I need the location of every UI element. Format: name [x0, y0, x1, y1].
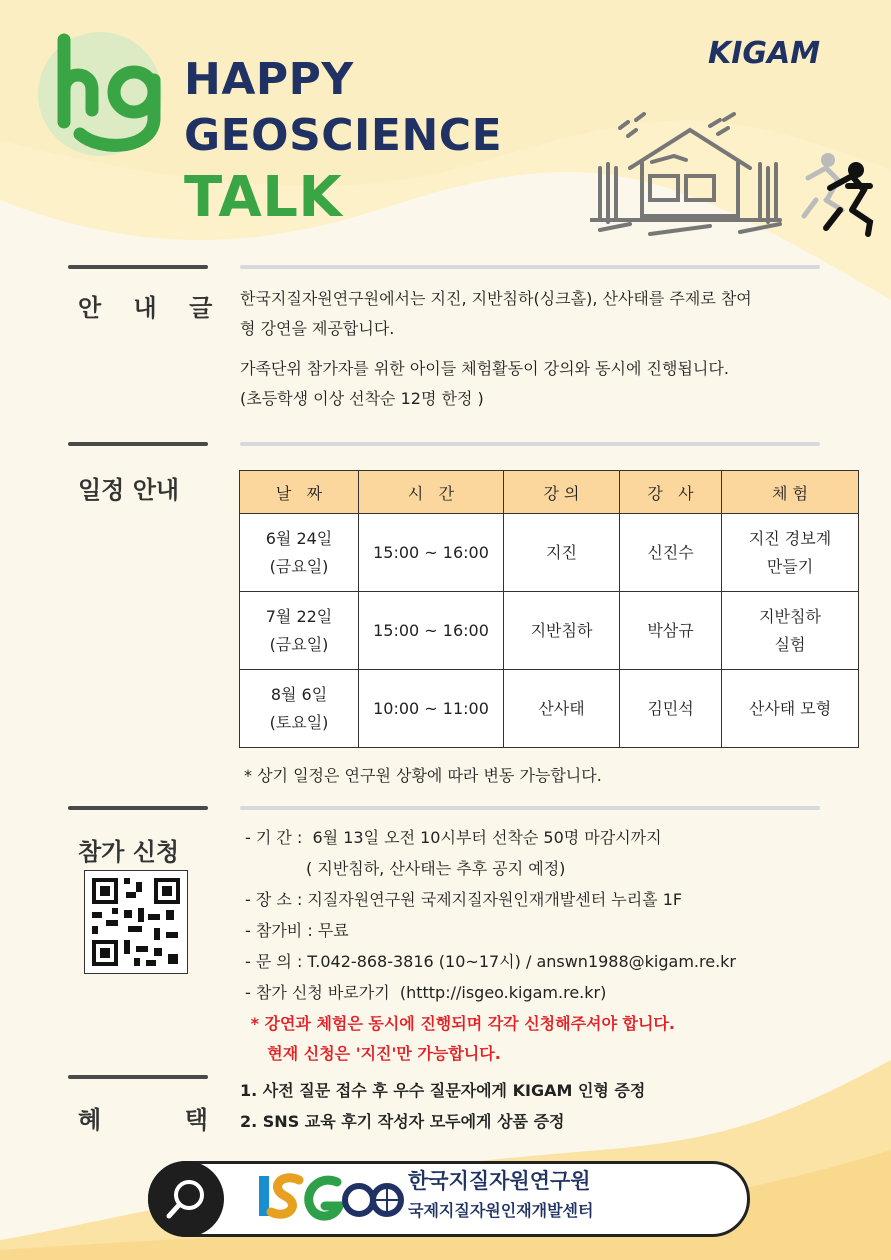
section-label-schedule: 일정 안내	[78, 476, 180, 504]
table-row	[240, 592, 859, 670]
divider	[240, 265, 820, 269]
cell-experience	[722, 592, 859, 670]
cell-time: 15:00 ~ 16:00	[359, 514, 504, 592]
divider	[240, 806, 820, 810]
cell-date	[240, 670, 359, 748]
date-text: 7월 22일	[265, 606, 333, 626]
apply-link[interactable]: - 참가 신청 바로가기 (htttp://isgeo.kigam.re.kr)	[245, 983, 607, 1002]
header-date: 날 짜	[240, 471, 359, 514]
cell-lecture: 지진	[504, 514, 620, 592]
apply-fee: - 참가비 : 무료	[245, 921, 349, 940]
cell-speaker: 신진수	[620, 514, 722, 592]
cell-date	[240, 514, 359, 592]
section-label-apply: 참가 신청	[78, 838, 180, 866]
schedule-note: * 상기 일정은 연구원 상황에 따라 변동 가능합니다.	[244, 766, 602, 785]
intro-line: 한국지질자원연구원에서는 지진, 지반침하(싱크홀), 산사태를 주제로 참여	[240, 289, 752, 308]
benefit-item: 2. SNS 교육 후기 작성자 모두에게 상품 증정	[240, 1112, 565, 1131]
benefit-item: 1. 사전 질문 접수 후 우수 질문자에게 KIGAM 인형 증정	[240, 1081, 646, 1100]
divider	[68, 265, 208, 269]
experience-text: 지반침하	[759, 606, 821, 626]
weekday-text: (금요일)	[269, 634, 329, 654]
cell-speaker: 김민석	[620, 670, 722, 748]
search-button[interactable]	[148, 1161, 224, 1237]
cell-speaker: 박삼규	[620, 592, 722, 670]
title-geoscience: GEOSCIENCE	[184, 110, 503, 161]
kigam-logo: KIGAM	[708, 36, 821, 71]
apply-warning: * 강연과 체험은 동시에 진행되며 각각 신청해주셔야 합니다.	[245, 1014, 675, 1033]
cell-experience	[722, 514, 859, 592]
schedule-table	[239, 470, 859, 748]
header-lecture: 강 의	[504, 471, 620, 514]
org-name: 한국지질자원연구원	[408, 1169, 591, 1193]
hg-logo-icon	[30, 30, 180, 160]
weekday-text: (금요일)	[269, 556, 329, 576]
weekday-text: (토요일)	[269, 712, 329, 732]
header-speaker: 강 사	[620, 471, 722, 514]
table-row	[240, 670, 859, 748]
intro-line: 가족단위 참가자를 위한 아이들 체험활동이 강의와 동시에 진행됩니다.	[240, 359, 729, 378]
apply-place: - 장 소 : 지질자원연구원 국제지질자원인재개발센터 누리홀 1F	[245, 890, 683, 909]
isgeo-logo-icon	[255, 1166, 405, 1226]
intro-line: (초등학생 이상 선착순 12명 한정 )	[240, 389, 484, 408]
earthquake-house-icon	[590, 108, 880, 248]
header-time: 시 간	[359, 471, 504, 514]
apply-warning: 현재 신청은 '지진'만 가능합니다.	[245, 1044, 501, 1063]
cell-date	[240, 592, 359, 670]
divider	[68, 1075, 208, 1079]
experience-text: 만들기	[766, 556, 814, 576]
table-row	[240, 514, 859, 592]
apply-period: - 기 간 : 6월 13일 오전 10시부터 선착순 50명 마감시까지	[245, 828, 662, 847]
cell-time: 15:00 ~ 16:00	[359, 592, 504, 670]
header-experience: 체 험	[722, 471, 859, 514]
date-text: 8월 6일	[270, 684, 328, 704]
intro-line: 형 강연을 제공합니다.	[240, 319, 395, 338]
cell-lecture: 지반침하	[504, 592, 620, 670]
cell-lecture: 산사태	[504, 670, 620, 748]
table-header-row	[240, 471, 859, 514]
section-label-benefit: 혜 택	[78, 1106, 208, 1134]
divider	[240, 442, 820, 446]
qr-code-icon[interactable]	[84, 870, 188, 974]
experience-text: 실험	[774, 634, 806, 654]
date-text: 6월 24일	[265, 528, 333, 548]
divider	[68, 442, 208, 446]
experience-text: 지진 경보계	[748, 528, 832, 548]
org-subname: 국제지질자원인재개발센터	[408, 1201, 594, 1220]
title-talk: TALK	[184, 165, 343, 230]
cell-experience: 산사태 모형	[722, 670, 859, 748]
apply-period-note: ( 지반침하, 산사태는 추후 공지 예정)	[245, 859, 566, 878]
cell-time: 10:00 ~ 11:00	[359, 670, 504, 748]
search-icon	[148, 1161, 224, 1237]
title-happy: HAPPY	[184, 54, 354, 105]
apply-contact: - 문 의 : T.042-868-3816 (10~17시) / answn1988@kigam.re.kr	[245, 952, 737, 971]
divider	[68, 806, 208, 810]
section-label-intro: 안 내 글	[78, 294, 225, 322]
